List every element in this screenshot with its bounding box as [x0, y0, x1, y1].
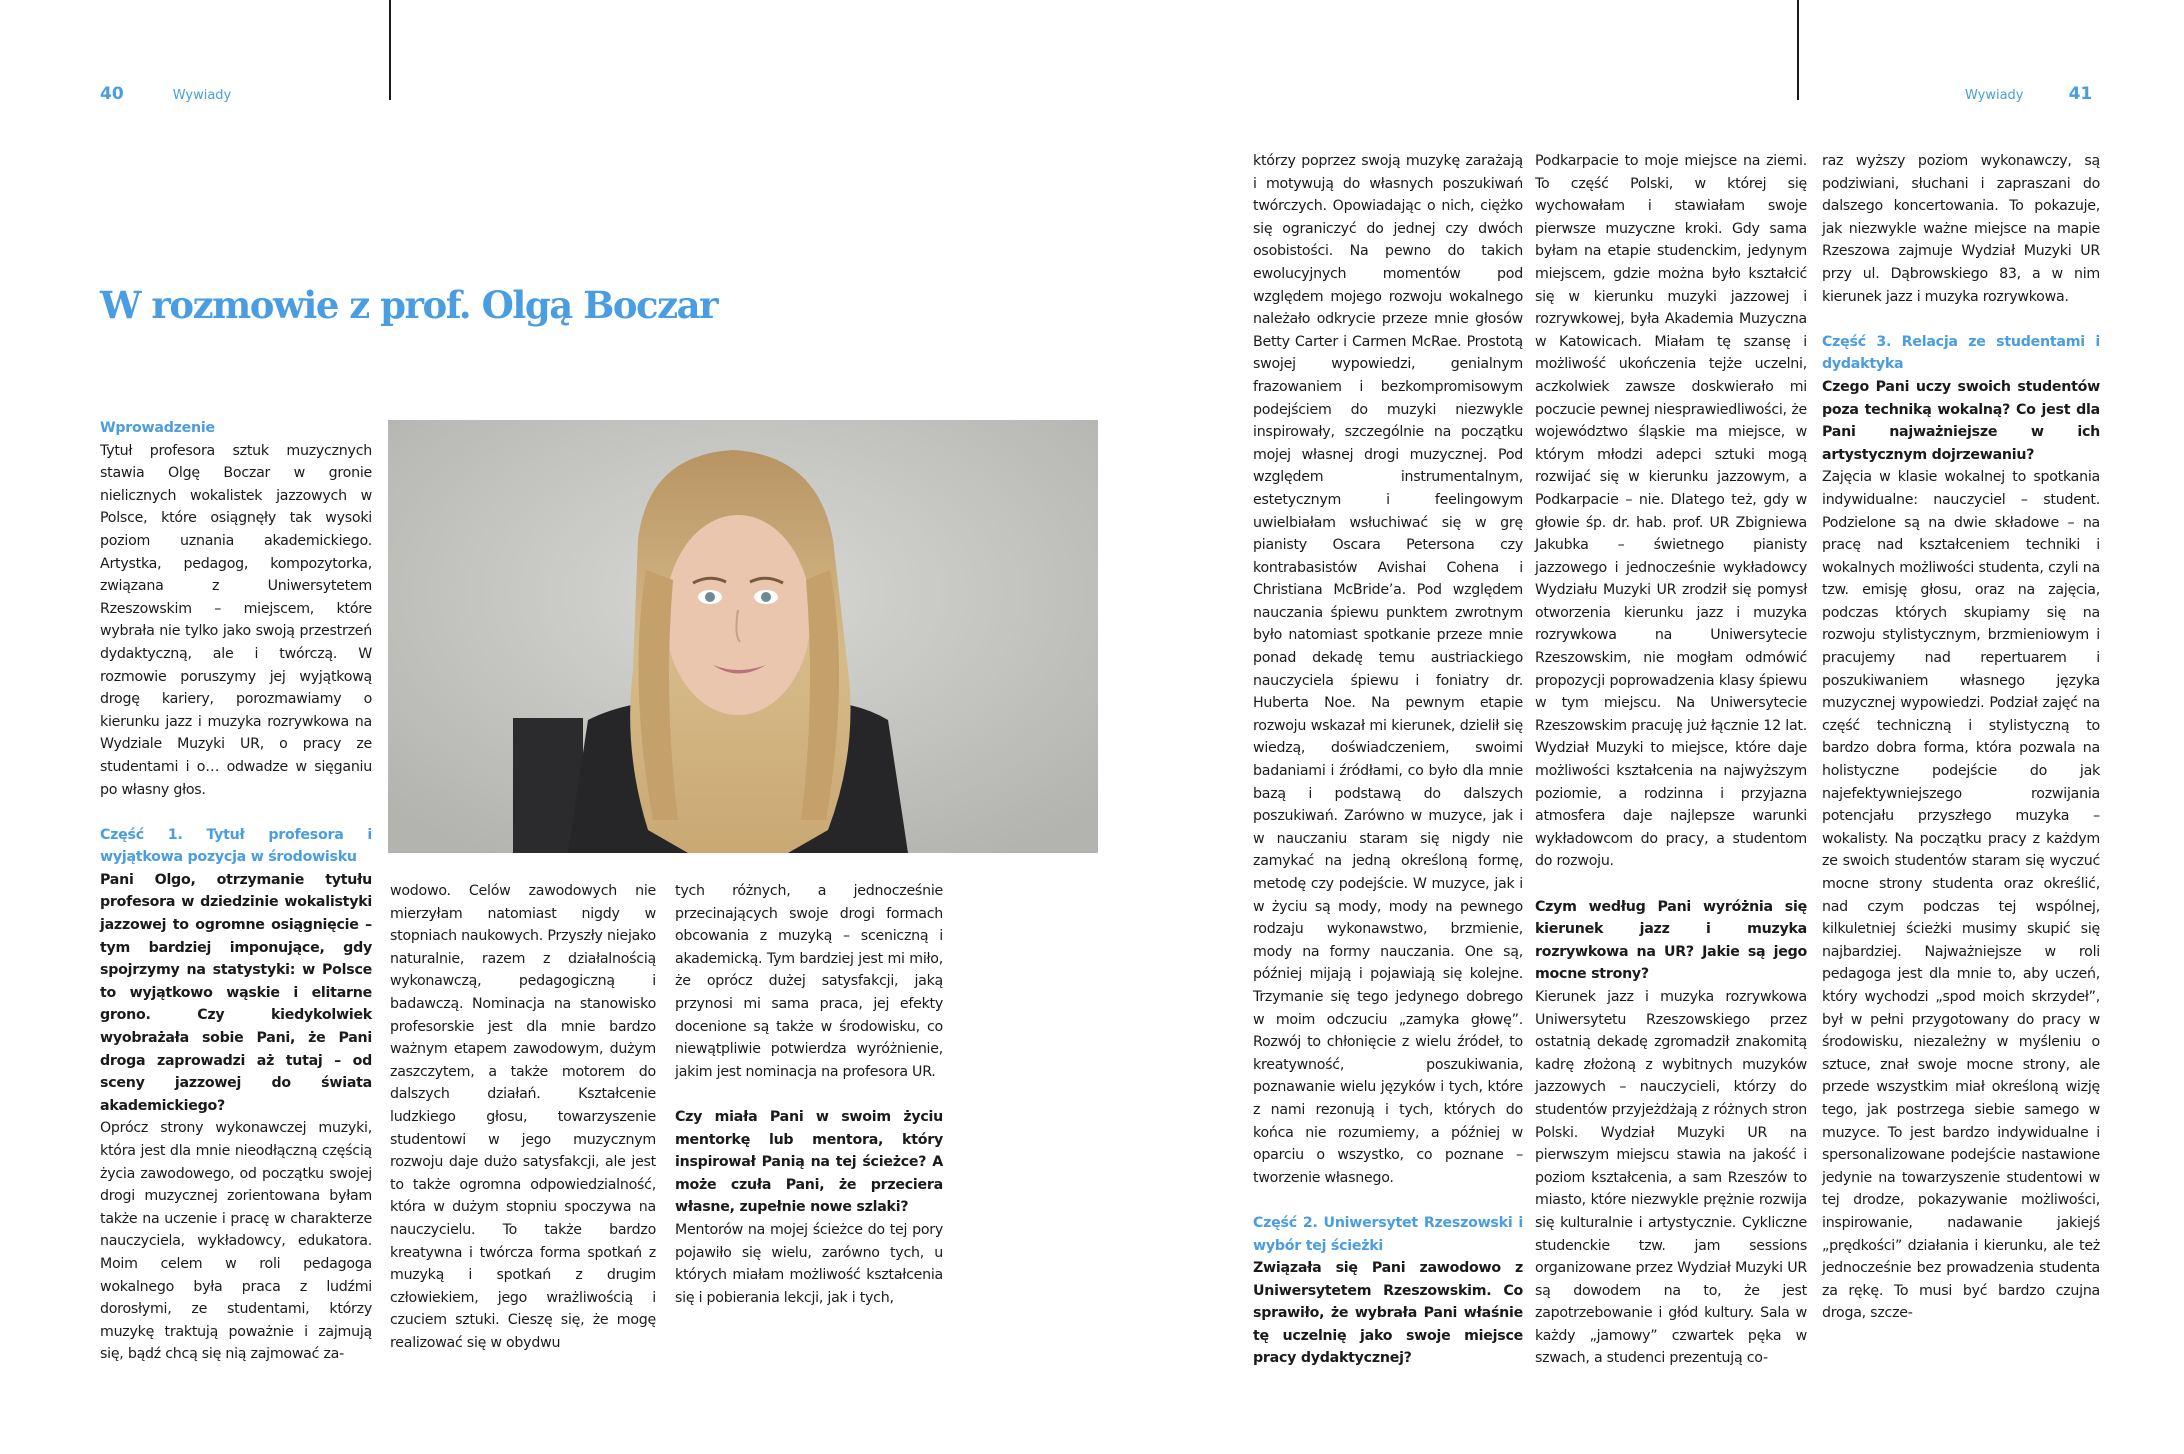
page-number: 41 — [2068, 84, 2093, 104]
part2-answer: Podkarpacie to moje miejsce na ziemi. To część Polski, w której się wychowałam i stawiałam swoje pierwsze muzyczne kroki. Gdy sama byłam na etapie studenckim, jedynym miejscem, gdzie można było kształcić się w kierunku muzyki jazzowej i rozrywkowej, była Akademia Muzyczna w Katowicach. Miałam tę szansę i możliwość ukończenia tejże uczelni, aczkolwiek zawsze doskwierało mi poczucie pewnej niesprawiedliwości, że województwo śląskie ma miejsce, w którym młodzi adepci sztuki mogą rozwijać się w kierunku jazzowym, a Podkarpacie – nie. Dlatego też, gdy w głowie śp. dr. hab. prof. UR Zbigniewa Jakubka – świetnego pianisty jazzowego i jednocześnie wykładowcy Wydziału Muzyki UR zrodził się pomysł otworzenia kierunku jazz i muzyka rozrywkowa na Uniwersytecie Rzeszowskim, nie mogłam odmówić propozycji poprowadzenia klasy śpiewu w tym miejscu. Na Uniwersytecie Rzeszowskim pracuję już łącznie 12 lat. Wydział Muzyki to miejsce, które daje możliwości kształcenia na najwyższym poziomie, a rodzinna i przyjazna atmosfera daje najlepsze warunki wykładowcom do pracy, a studentom do rozwoju. — [1535, 153, 1807, 870]
mentor-answer-b: którzy poprzez swoją muzykę zarażają i motywują do własnych poszukiwań twórczych. Opowiadając o nich, ciężko się ograniczyć do jednej czy dwóch osobistości. Na pewno do takich ewolucyjnych momentów pod względem mojego rozwoju wokalnego należało odkrycie przeze mnie głosów Betty Carter i Carmen McRae. Prostotą swojej wypowiedzi, genialnym frazowaniem i bezkompromisowym podejściem do muzyki niezwykle inspirowały, szczególnie na początku mojej własnej drogi muzycznej. Pod względem instrumentalnym, estetycznym i feelingowym uwielbiałam wsłuchiwać się w grę pianisty Oscara Petersona czy kontrabasistów Avishai Cohena i Christiana McBride’a. Pod względem nauczania śpiewu punktem zwrotnym było natomiast spotkanie przeze mnie ponad dekadę temu austriackiego nauczyciela śpiewu i foniatry dr. Huberta Noe. Na pewnym etapie rozwoju wskazał mi kierunek, dzielił się wiedzą, doświadczeniem, swoimi badaniami i źródłami, co było dla mnie bazą i podstawą do dalszych poszukiwań. Zarówno w muzyce, jak i w nauczaniu staram się nigdy nie zamykać na jedną określoną formę, metodę czy podejście. W muzyce, jak i w życiu są mody, mody na pewnego rodzaju wykonawstwo, brzmienie, mody na formy nauczania. One są, później mijają i pojawiają się kolejne. Trzymanie się tego jedynego dobrego w moim odczuciu „zamyka głowę”. Rozwój to chłonięcie z wielu źródeł, to kreatywność, poszukiwania, poznawanie wielu języków i tych, które z nami rezonują i tych, których do końca nie rozumiemy, a później w oparciu o wszystko, co poznane – tworzenie własnego. — [1253, 153, 1523, 1186]
part1-answer-b: wodowo. Celów zawodowych nie mierzyłam natomiast nigdy w stopniach naukowych. Przyszły niejako naturalnie, razem z działalnością wykonawczą, pedagogiczną i badawczą. Nominacja na stanowisko profesorskie jest dla mnie bardzo ważnym etapem zawodowym, dużym zaszczytem, a także motorem do dalszych działań. Kształcenie ludzkiego głosu, towarzyszenie studentowi w jego muzycznym rozwoju daje dużo satysfakcji, ale jest to także ogromna odpowiedzialność, która w dużym stopniu spoczywa na nauczycielu. To także bardzo kreatywna i twórcza forma spotkań z muzyką i spotkań z drugim człowiekiem, jego wrażliwością i czuciem sztuki. Cieszę się, że mogę realizować się w obydwu — [390, 883, 656, 1351]
part3-answer: Zajęcia w klasie wokalnej to spotkania indywidualne: nauczyciel – student. Podzielone są na dwie składowe – na pracę nad kształceniem techniki i wokalnych możliwości studenta, czyli na tzw. emisję głosu, oraz na zajęcia, podczas których skupiamy się na rozwoju stylistycznym, brzmieniowym i pracujemy nad repertuarem i poszukiwaniem własnego języka muzycznej wypowiedzi. Podział zajęć na część techniczną i stylistyczną to bardzo dobra forma, która pozwala na holistyczne podejście do jak najefektywniejszego rozwijania potencjału przyszłego muzyka – wokalisty. Na początku pracy z każdym ze swoich studentów staram się wyczuć mocne strony studenta oraz określić, nad czym podczas tej wspólnej, kilkuletniej ścieżki musimy skupić się najbardziej. Najważniejsze w roli pedagoga jest dla mnie to, aby uczeń, który wychodzi „spod moich skrzydeł”, był w pełni przygotowany do pracy w środowisku, niezależny w myśleniu o sztuce, znał swoje mocne strony, ale przede wszystkim miał określoną wizję tego, jak postrzega siebie samego w muzyce. To jest bardzo indywidualne i spersonalizowane podejście nastawione jedynie na towarzyszenie studentowi w tej drodze, pokazywanie możliwości, inspirowanie, nadawanie jakiejś „prędkości” działania i kierunku, ale też jednocześnie bez prowadzenia studenta za rękę. To musi być bardzo czujna droga, szcze- — [1822, 469, 2100, 1322]
part1-question: Pani Olgo, otrzymanie tytułu profesora w dziedzinie wokalistyki jazzowej to ogromne osiągnięcie – tym bardziej imponujące, gdy spojrzymy na statystyki: w Polsce to wyjątkowo wąskie i elitarne grono. Czy kiedykolwiek wyobrażała sobie Pani, że Pani droga zaprowadzi aż tutaj – od sceny jazzowej do świata akademickiego? — [100, 871, 372, 1114]
section-label: Wywiady — [172, 88, 232, 103]
right-column-1 — [1253, 150, 1523, 1370]
part1-answer-a: Oprócz strony wykonawczej muzyki, która jest dla mnie nieodłączną częścią życia zawodowego, od początku swojej drogi muzycznej zorientowana byłam także na uczenie i pracę w charakterze nauczyciela, wykładowcy, edukatora. Moim celem w roli pedagoga wokalnego była praca z ludźmi dorosłymi, ze studentami, którzy muzykę traktują poważnie i zajmują się, bądź chcą się nią zajmować za- — [100, 1120, 372, 1363]
part1-heading: Część 1. Tytuł profesora i wyjątkowa pozycja w środowisku — [100, 826, 372, 866]
part3-heading: Część 3. Relacja ze studentami i dydaktyka — [1822, 333, 2100, 373]
portrait-photo — [388, 420, 1098, 853]
part3-question: Czego Pani uczy swoich studentów poza techniką wokalną? Co jest dla Pani najważniejsze w ich artystycznym dojrzewaniu? — [1822, 378, 2100, 463]
crop-mark-right — [1797, 0, 1799, 100]
strengths-question: Czym według Pani wyróżnia się kierunek jazz i muzyka rozrywkowa na UR? Jakie są jego mocne strony? — [1535, 898, 1807, 983]
article-title: W rozmowie z prof. Olgą Boczar — [100, 283, 718, 327]
intro-heading: Wprowadzenie — [100, 420, 215, 436]
mentor-question: Czy miała Pani w swoim życiu mentorkę lub mentora, który inspirował Panią na tej ścieżce? A może czuła Pani, że przeciera własne, zupełnie nowe szlaki? — [675, 1108, 943, 1216]
section-label: Wywiady — [1965, 88, 2024, 103]
right-page-folio — [1965, 84, 2092, 104]
page-number: 40 — [100, 84, 124, 104]
left-column-1 — [100, 417, 372, 1366]
mentor-answer-a: Mentorów na mojej ścieżce do tej pory pojawiło się wielu, zarówno tych, u których miałam możliwość kształcenia się i pobierania lekcji, jak i tych, — [675, 1221, 943, 1306]
strengths-answer-a: Kierunek jazz i muzyka rozrywkowa Uniwersytetu Rzeszowskiego przez ostatnią dekadę zgromadził znakomitą kadrę złożoną z wybitnych muzyków jazzowych – nauczycieli, którzy do studentów przyjeżdżają z różnych stron Polski. Wydział Muzyki UR na pierwszym miejscu stawia na jakość i poziom kształcenia, a sam Rzeszów to miasto, które niezwykle prężnie rozwija się kulturalnie i artystycznie. Cykliczne studenckie tzw. jam sessions organizowane przez Wydział Muzyki UR są dowodem na to, że jest zapotrzebowanie i głód kultury. Sala w każdy „jamowy” czwartek pęka w szwach, a studenci prezentują co- — [1535, 988, 1807, 1367]
left-page-folio — [100, 84, 231, 104]
part2-heading: Część 2. Uniwersytet Rzeszowski i wybór tej ścieżki — [1253, 1214, 1523, 1254]
portrait-illustration — [388, 420, 1098, 853]
strengths-answer-b: raz wyższy poziom wykonawczy, są podziwiani, słuchani i zapraszani do dalszego koncertowania. To pokazuje, jak niezwykle ważne miejsce na mapie Rzeszowa zajmuje Wydział Muzyki UR przy ul. Dąbrowskiego 83, a w nim kierunek jazz i muzyka rozrywkowa. — [1822, 153, 2100, 305]
crop-mark-left — [389, 0, 391, 100]
left-column-3 — [675, 880, 943, 1309]
right-column-2 — [1535, 150, 1807, 1370]
part1-answer-c: tych różnych, a jednocześnie przecinających swoje drogi formach obcowania z muzyką – sceniczną i akademicką. Tym bardziej jest mi miło, że oprócz dużej satysfakcji, jaką przynosi mi sama praca, jej efekty docenione są także w środowisku, co niewątpliwie potwierdza wyróżnienie, jakim jest nominacja na profesora UR. — [675, 883, 943, 1080]
part2-question: Związała się Pani zawodowo z Uniwersytetem Rzeszowskim. Co sprawiło, że wybrała Pani właśnie tę uczelnię jako swoje miejsce pracy dydaktycznej? — [1253, 1260, 1523, 1367]
right-column-3 — [1822, 150, 2100, 1325]
left-column-2 — [390, 880, 656, 1354]
intro-text: Tytuł profesora sztuk muzycznych stawia Olgę Boczar w gronie nielicznych wokalistek jazzowych w Polsce, które osiągnęły tak wysoki poziom uznania akademickiego. Artystka, pedagog, kompozytorka, związana z Uniwersytetem Rzeszowskim – miejscem, które wybrała nie tylko jako swoją przestrzeń dydaktyczną, ale i twórczą. W rozmowie poruszymy jej wyjątkową drogę kariery, porozmawiamy o kierunku jazz i muzyka rozrywkowa na Wydziale Muzyki UR, o pracy ze studentami i o… odwadze w sięganiu po własny głos. — [100, 442, 372, 798]
